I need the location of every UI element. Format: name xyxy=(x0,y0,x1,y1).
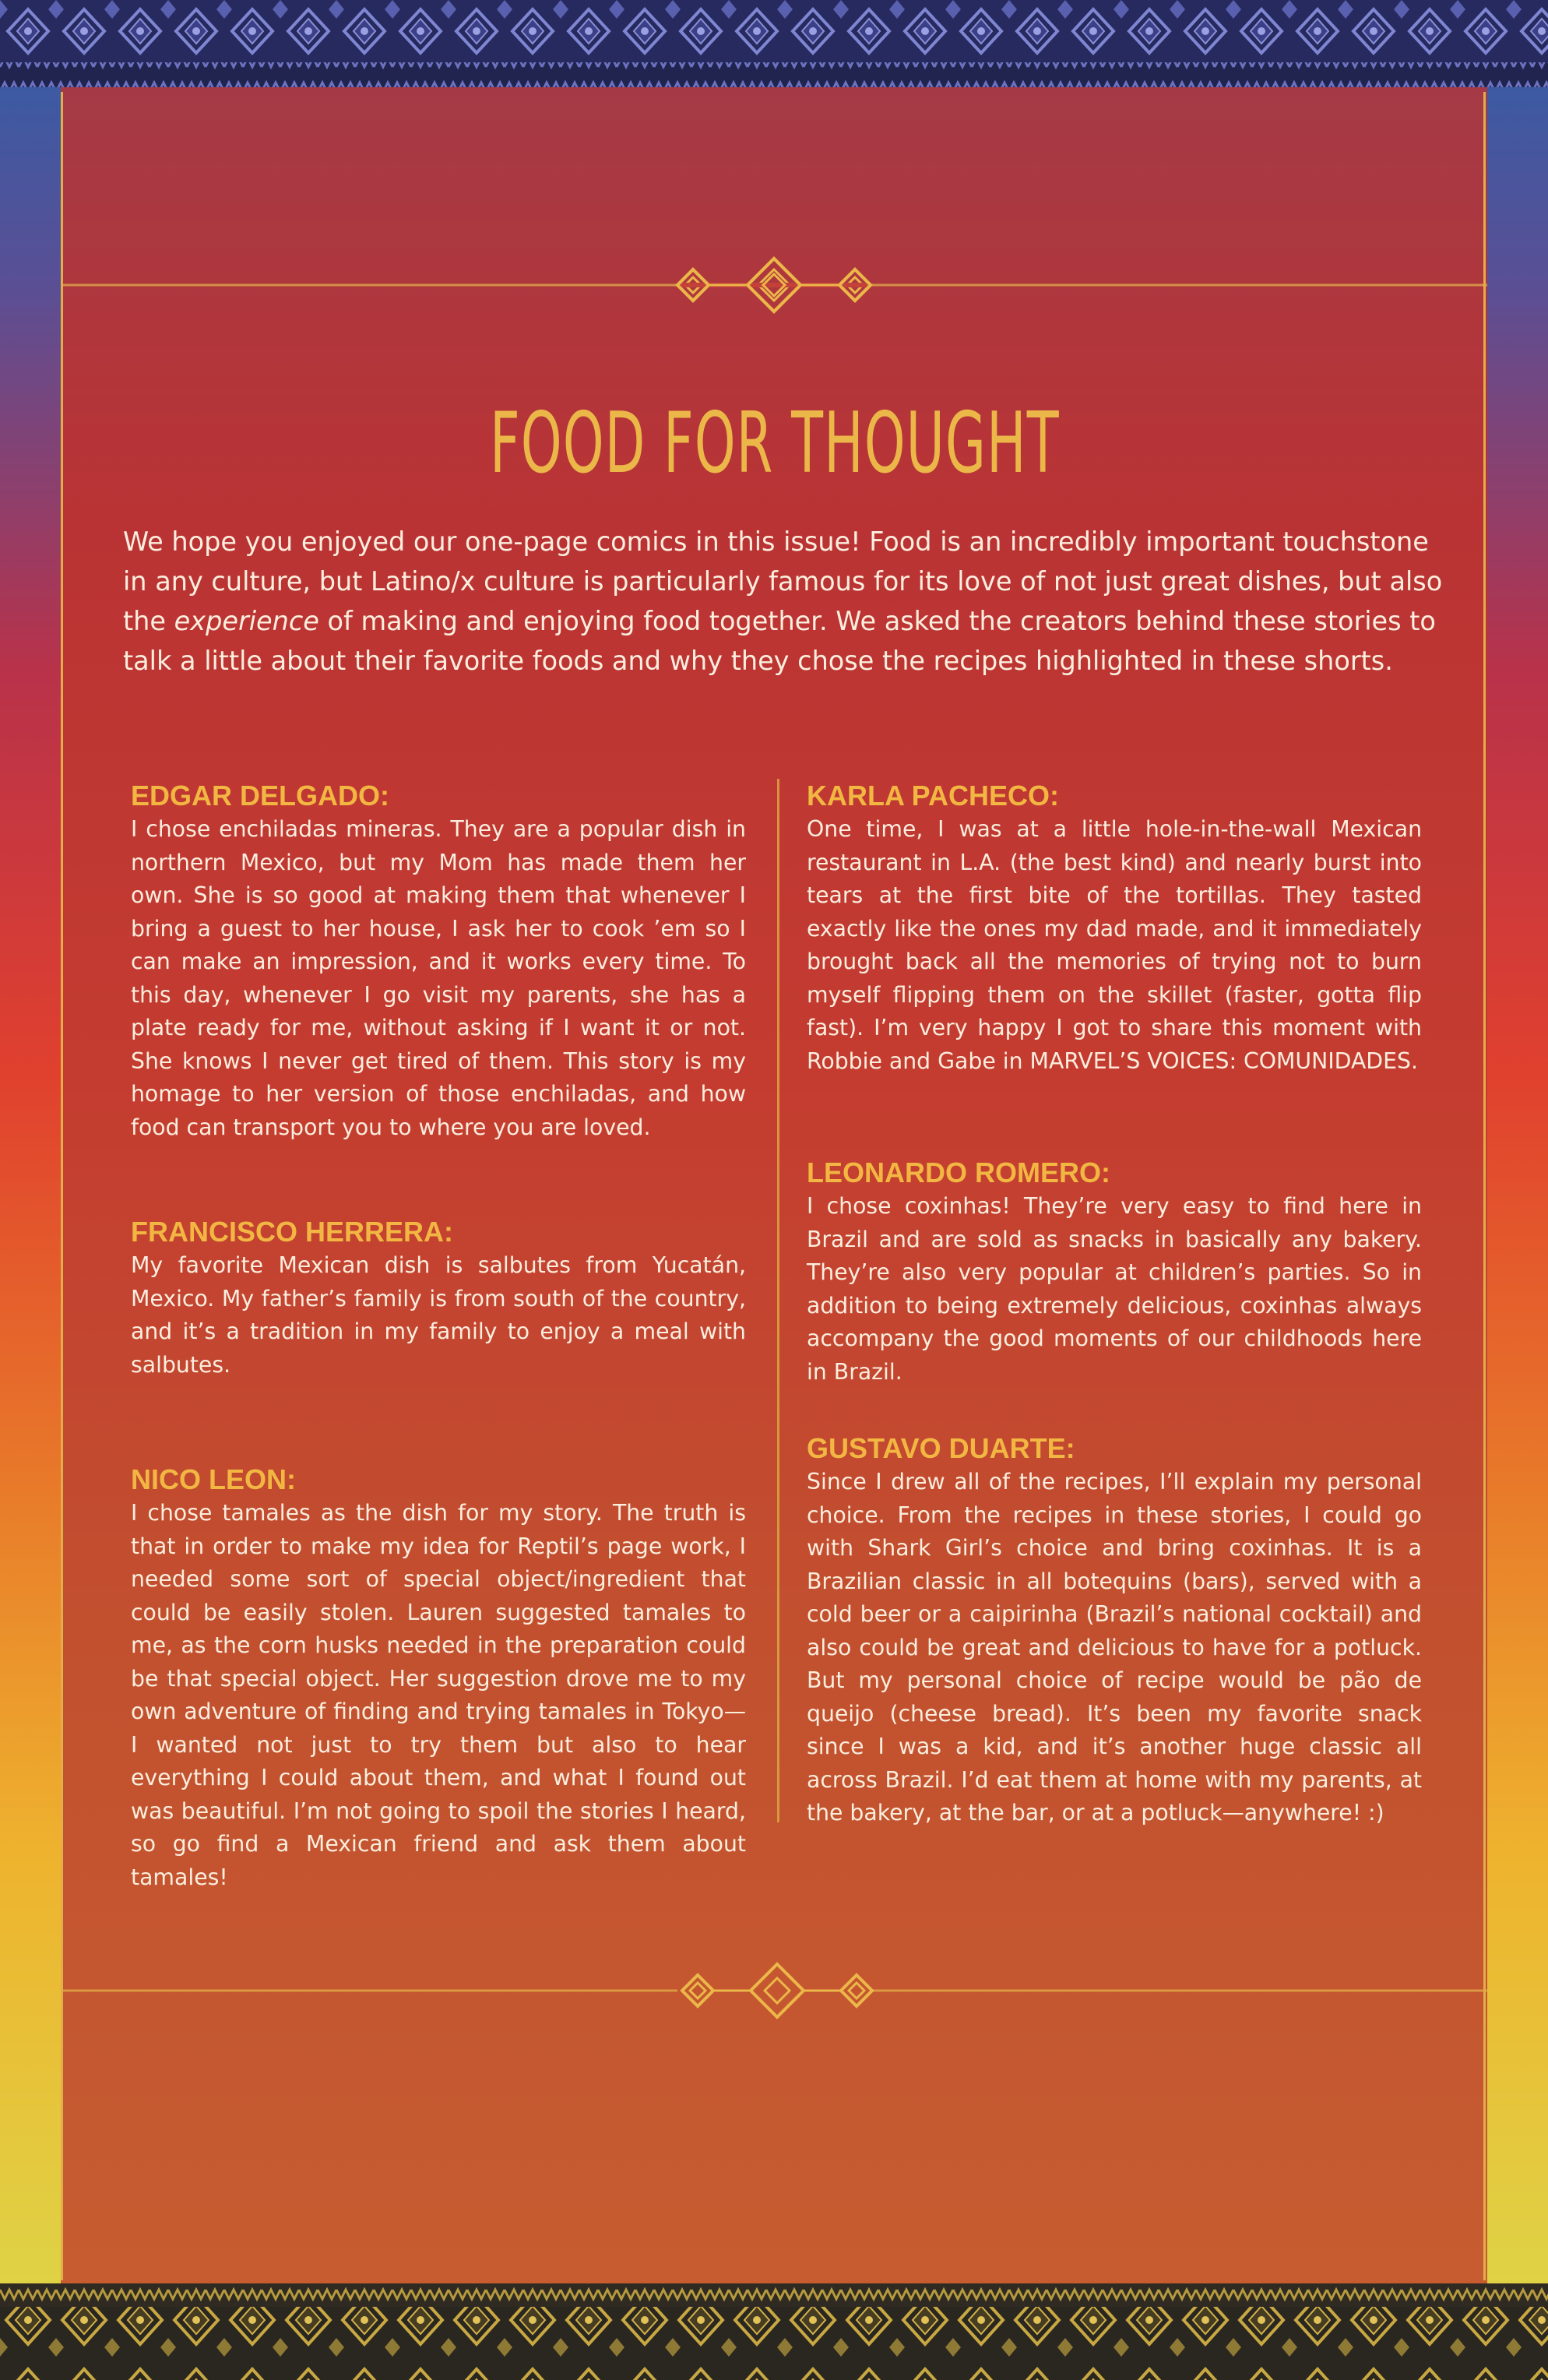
entry-francisco-herrera xyxy=(131,1215,746,1382)
top-ornament xyxy=(62,254,1487,316)
creator-name: GUSTAVO DUARTE: xyxy=(807,1432,1075,1464)
intro-text-start: We hope you enjoyed our one-page comics in this issue! Food is an incredibly important touchstone in any culture, but Latino/x culture is particularly famous for its love of not just great dishes, but also the xyxy=(123,526,1443,636)
creator-text: One time, I was at a little hole-in-the-wall Mexican restaurant in L.A. (the best kind) and nearly burst into tears at the first bite of the tortillas. They tasted exactly like the ones my dad made, and it immediately brought back all the memories of trying not to burn myself flipping them on the skillet (faster, gotta flip fast). I’m very happy I got to share this moment with Robbie and Gabe in MARVEL’S VOICES: COMUNIDADES. xyxy=(807,816,1422,1074)
entry-edgar-delgado xyxy=(131,779,746,1144)
entry-gustavo-duarte xyxy=(807,1431,1422,1830)
creator-name: FRANCISCO HERRERA: xyxy=(131,1216,453,1248)
intro-text-end: of making and enjoying food together. We asked the creators behind these stories to talk a little about their favorite foods and why they chose the recipes highlighted in these shorts. xyxy=(123,606,1436,676)
creator-text: My favorite Mexican dish is salbutes from Yucatán, Mexico. My father’s family is from south of the country, and it’s a tradition in my family to enjoy a meal with salbutes. xyxy=(131,1252,746,1378)
creator-text: Since I drew all of the recipes, I’ll explain my personal choice. From the recipes in these stories, I could go with Shark Girl’s choice and bring coxinhas. It is a Brazilian classic in all botequins (bars), served with a cold beer or a caipirinha (Brazil’s national cocktail) and also could be great and delicious to have for a potluck. But my personal choice of recipe would be pão de queijo (cheese bread). It’s been my favorite snack since I was a kid, and it’s another huge classic all across Brazil. I’d eat them at home with my parents, at the bakery, at the bar, or at a potluck—anywhere! :) xyxy=(807,1469,1422,1825)
creator-text: I chose tamales as the dish for my story. The truth is that in order to make my idea for Reptil’s page work, I needed some sort of special object/ingredient that could be easily stolen. Lauren suggested tamales to me, as the corn husks needed in the preparation could be that special object. Her suggestion drove me to my own adventure of finding and trying tamales in Tokyo—I wanted not just to try them but also to hear everything I could about them, and what I found out was beautiful. I’m not going to spoil the stories I heard, so go find a Mexican friend and ask them about tamales! xyxy=(131,1500,746,1890)
column-divider xyxy=(777,779,779,1822)
top-pattern-band xyxy=(0,0,1548,87)
creator-name: EDGAR DELGADO: xyxy=(131,780,389,812)
creator-name: LEONARDO ROMERO: xyxy=(807,1157,1110,1188)
page-title: FOOD FOR THOUGHT xyxy=(490,395,1060,492)
creator-text: I chose enchiladas mineras. They are a popular dish in northern Mexico, but my Mom has made them her own. She is so good at making them that whenever I bring a guest to her house, I ask her to cook ’em so I can make an impression, and it works every time. To this day, whenever I go visit my parents, she has a plate ready for me, without asking if I want it or not. She knows I never get tired of them. This story is my homage to her version of those enchiladas, and how food can transport you to where you are loved. xyxy=(131,816,746,1140)
creator-text: I chose coxinhas! They’re very easy to find here in Brazil and are sold as snacks in basically any bakery. They’re also very popular at children’s parties. So in addition to being extremely delicious, coxinhas always accompany the good moments of our childhoods here in Brazil. xyxy=(807,1193,1422,1385)
entry-karla-pacheco xyxy=(807,779,1422,1078)
bottom-ornament xyxy=(62,1959,1487,2022)
intro-paragraph xyxy=(123,522,1447,681)
bottom-pattern-band xyxy=(0,2283,1548,2380)
creator-name: NICO LEON: xyxy=(131,1463,296,1495)
entry-leonardo-romero xyxy=(807,1156,1422,1389)
intro-emphasis: experience xyxy=(174,606,319,636)
creator-name: KARLA PACHECO: xyxy=(807,780,1059,812)
entry-nico-leon xyxy=(131,1463,746,1894)
